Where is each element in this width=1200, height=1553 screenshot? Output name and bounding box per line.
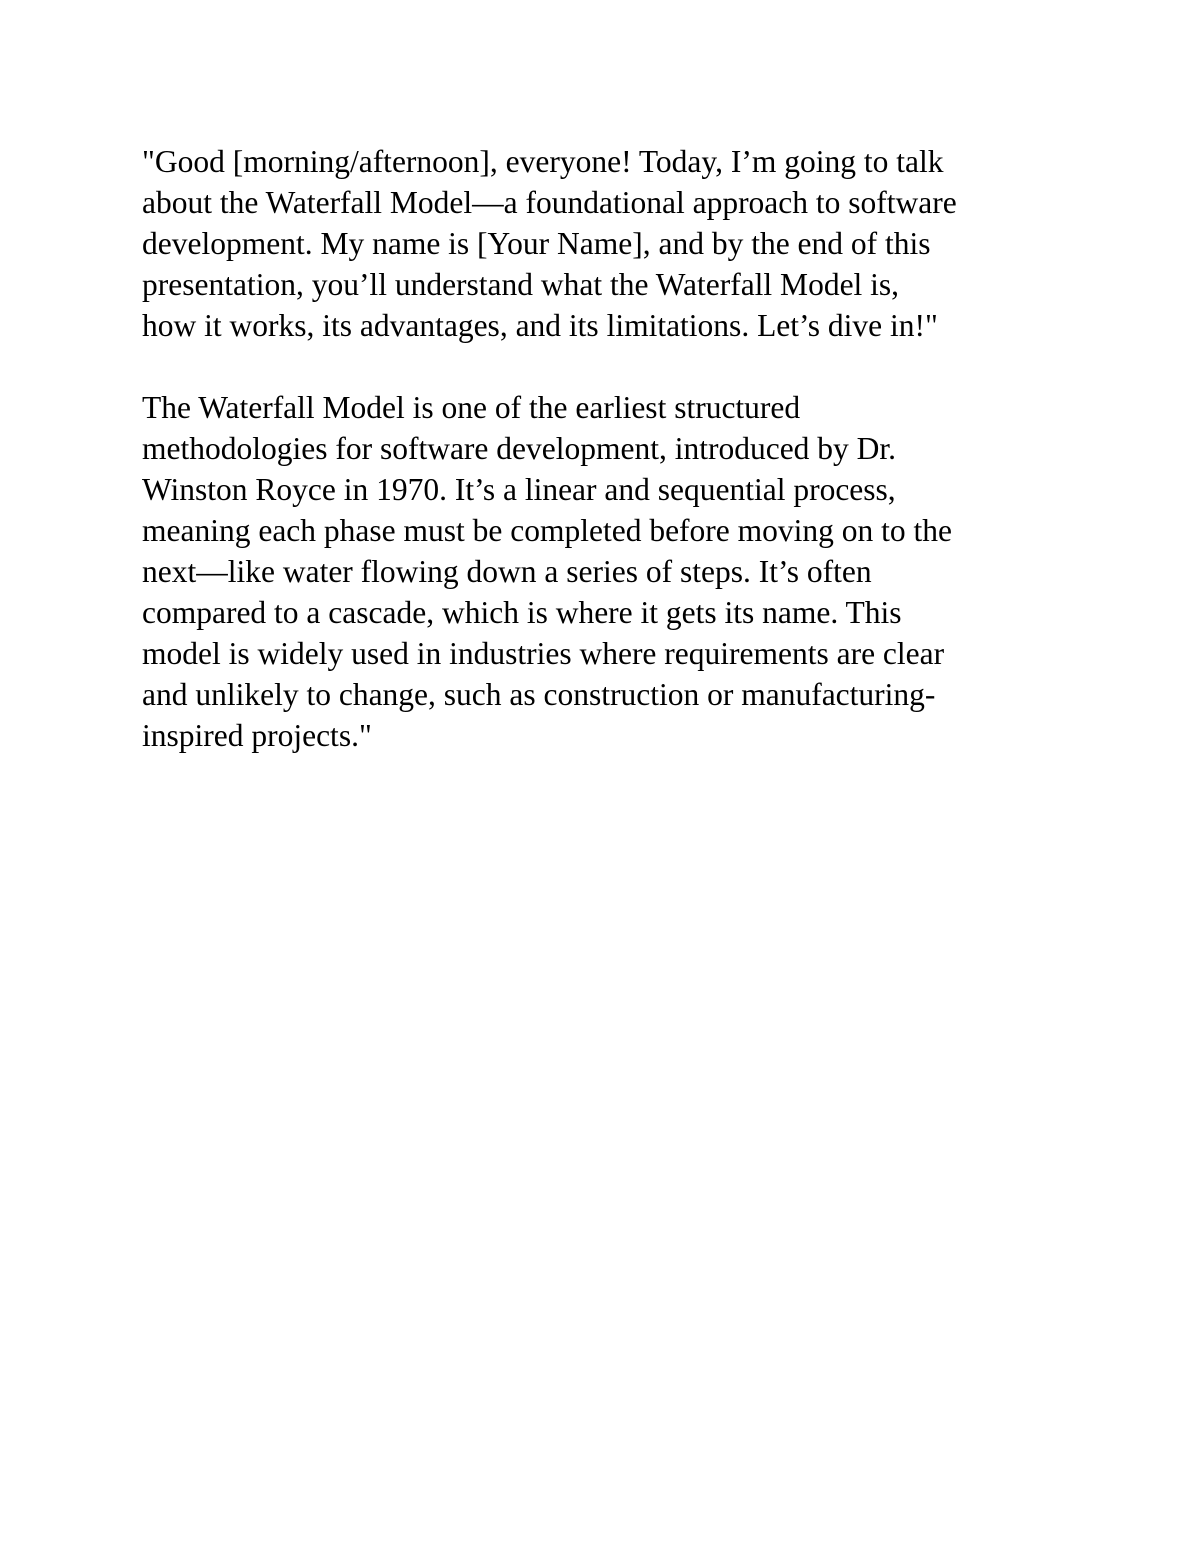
paragraph-line: development. My name is [Your Name], and by the end of this	[142, 226, 931, 261]
paragraph-line: Winston Royce in 1970. It’s a linear and sequential process,	[142, 472, 896, 507]
waterfall-overview-paragraph	[142, 387, 1072, 756]
paragraph-line: next—like water flowing down a series of steps. It’s often	[142, 554, 872, 589]
paragraph-line: methodologies for software development, introduced by Dr.	[142, 431, 897, 466]
paragraph-line: and unlikely to change, such as construction or manufacturing-	[142, 677, 936, 712]
paragraph-line: The Waterfall Model is one of the earliest structured	[142, 390, 801, 425]
paragraph-line: model is widely used in industries where requirements are clear	[142, 636, 945, 671]
paragraph-line: compared to a cascade, which is where it gets its name. This	[142, 595, 902, 630]
paragraph-line: presentation, you’ll understand what the Waterfall Model is,	[142, 267, 900, 302]
paragraph-line: meaning each phase must be completed before moving on to the	[142, 513, 953, 548]
paragraph-line: how it works, its advantages, and its limitations. Let’s dive in!"	[142, 308, 938, 343]
intro-paragraph	[142, 141, 1072, 346]
paragraph-line: "Good [morning/afternoon], everyone! Today, I’m going to talk	[142, 144, 944, 179]
paragraph-line: inspired projects."	[142, 718, 372, 753]
paragraph-line: about the Waterfall Model—a foundational approach to software	[142, 185, 957, 220]
document-body	[142, 141, 1072, 756]
